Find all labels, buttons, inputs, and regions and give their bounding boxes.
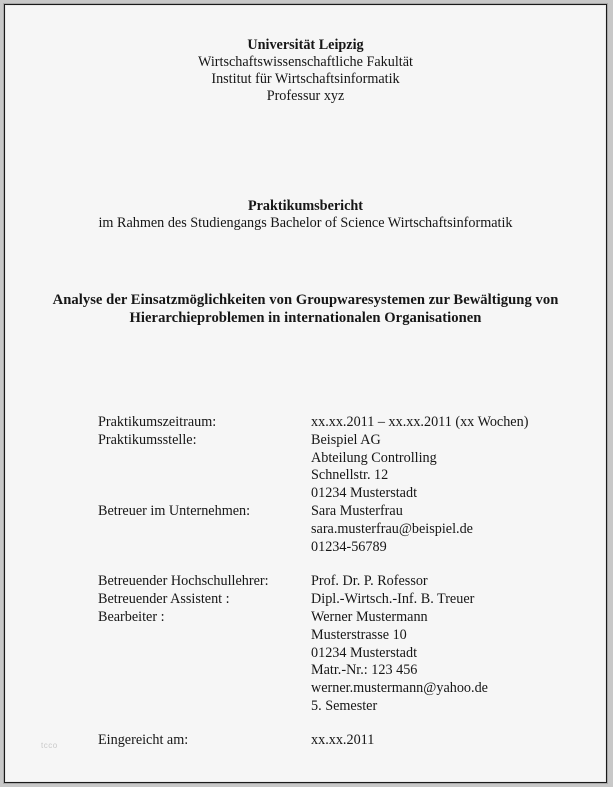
institute-name: Institut für Wirtschaftsinformatik (211, 71, 400, 87)
assistant-row (98, 591, 568, 609)
university-name: Universität Leipzig (247, 37, 364, 53)
professor-label: Betreuender Hochschullehrer: (98, 573, 269, 590)
assistant-label: Betreuender Assistent : (98, 591, 230, 608)
author-line: 5. Semester (311, 697, 378, 714)
place-line: Schnellstr. 12 (311, 467, 389, 484)
place-line: 01234 Musterstadt (311, 485, 418, 502)
place-line: Abteilung Controlling (311, 449, 437, 466)
period-label: Praktikumszeitraum: (98, 414, 217, 430)
author-line: 01234 Musterstadt (311, 644, 418, 661)
report-subtitle: im Rahmen des Studiengangs Bachelor of Science Wirtschaftsinformatik (98, 215, 513, 231)
place-row (98, 432, 568, 503)
place-line: Beispiel AG (311, 431, 381, 448)
thesis-title-line: Analyse der Einsatzmöglichkeiten von Groupwaresystemen zur Bewältigung von (52, 292, 559, 308)
document-page (4, 4, 607, 783)
submitted-label: Eingereicht am: (98, 731, 189, 748)
report-title: Praktikumsbericht (247, 198, 364, 214)
thesis-title (29, 291, 582, 327)
supervisor-line: Sara Musterfrau (311, 502, 403, 519)
professor-value: Prof. Dr. P. Rofessor (311, 573, 428, 590)
period-value: xx.xx.2011 – xx.xx.2011 (xx Wochen) (311, 414, 529, 430)
details-block (98, 414, 568, 750)
author-line: werner.mustermann@yahoo.de (311, 680, 488, 697)
place-value (311, 432, 568, 503)
supervisor-line: sara.musterfrau@beispiel.de (311, 520, 473, 537)
institution-header (5, 37, 606, 105)
period-row (98, 414, 568, 432)
place-label: Praktikumsstelle: (98, 431, 197, 448)
thesis-title-line: Hierarchieproblemen in internationalen Organisationen (129, 310, 482, 326)
supervisor-label: Betreuer im Unternehmen: (98, 502, 251, 519)
author-row (98, 609, 568, 716)
supervisor-row (98, 503, 568, 556)
author-value (311, 609, 568, 716)
supervisor-line: 01234-56789 (311, 538, 387, 555)
submitted-row (98, 732, 568, 750)
professor-row (98, 573, 568, 591)
assistant-value: Dipl.-Wirtsch.-Inf. B. Treuer (311, 591, 475, 608)
professorship-name: Professur xyz (266, 88, 345, 104)
supervisor-value (311, 503, 568, 556)
author-line: Musterstrasse 10 (311, 626, 407, 643)
faculty-name: Wirtschaftswissenschaftliche Fakultät (198, 54, 413, 70)
author-label: Bearbeiter : (98, 608, 165, 625)
report-heading (5, 198, 606, 232)
author-line: Werner Mustermann (311, 608, 428, 625)
watermark-text: tcco (41, 741, 58, 750)
author-line: Matr.-Nr.: 123 456 (311, 662, 418, 679)
submitted-value: xx.xx.2011 (311, 731, 375, 748)
